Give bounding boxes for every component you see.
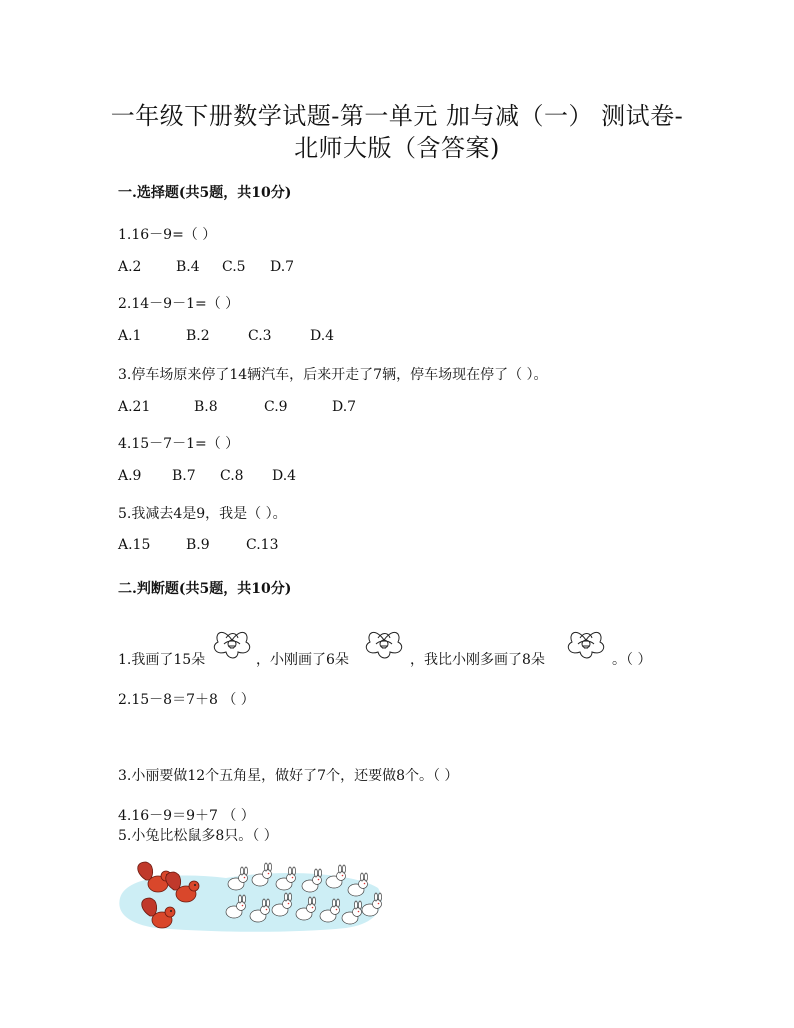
question-1-4: 4.15－7－1=（ ） (118, 436, 240, 452)
option-a[interactable]: A.2 (118, 259, 142, 275)
question-1-4-options (118, 468, 296, 484)
section1-heading: 一.选择题(共5题，共10分) (118, 185, 292, 201)
option-a[interactable]: A.9 (118, 468, 142, 484)
judge-4: 4.16－9＝9＋7 （ ） (118, 808, 255, 824)
flower-icon (360, 620, 408, 664)
judge-1-part4: 。（ ） (612, 652, 652, 668)
judge-1-part3: ，我比小刚多画了8朵 (410, 652, 545, 668)
question-1-5-options (118, 537, 278, 553)
option-d[interactable]: D.7 (332, 399, 357, 415)
option-c[interactable]: C.5 (222, 259, 246, 275)
question-1-1-options (118, 259, 294, 275)
option-a[interactable]: A.21 (118, 399, 151, 415)
page-title-line2: 北师大版（含答案) (294, 134, 500, 162)
squirrels-rabbits-illustration (116, 858, 386, 934)
option-a[interactable]: A.15 (118, 537, 151, 553)
option-b[interactable]: B.9 (186, 537, 210, 553)
flower-icon (208, 620, 256, 664)
option-b[interactable]: B.8 (194, 399, 218, 415)
option-c[interactable]: C.3 (248, 328, 272, 344)
option-c[interactable]: C.8 (220, 468, 244, 484)
question-1-2: 2.14－9－1=（ ） (118, 296, 240, 312)
page-title-line1: 一年级下册数学试题-第一单元 加与减（一） 测试卷- (110, 102, 684, 130)
option-a[interactable]: A.1 (118, 328, 142, 344)
question-1-3: 3.停车场原来停了14辆汽车，后来开走了7辆，停车场现在停了（ ）。 (118, 367, 548, 383)
judge-5: 5.小兔比松鼠多8只。（ ） (118, 828, 278, 844)
judge-2: 2.15－8＝7＋8 （ ） (118, 692, 255, 708)
judge-1-part2: ，小刚画了6朵 (256, 652, 349, 668)
option-c[interactable]: C.9 (264, 399, 288, 415)
option-d[interactable]: D.7 (270, 259, 295, 275)
option-d[interactable]: D.4 (310, 328, 335, 344)
question-1-1: 1.16－9=（ ） (118, 227, 217, 243)
option-b[interactable]: B.7 (172, 468, 196, 484)
section2-heading: 二.判断题(共5题，共10分) (118, 581, 292, 597)
judge-3: 3.小丽要做12个五角星，做好了7个，还要做8个。（ ） (118, 768, 459, 784)
option-c[interactable]: C.13 (246, 537, 279, 553)
flower-icon (562, 620, 610, 664)
question-1-5: 5.我减去4是9，我是（ ）。 (118, 506, 287, 522)
option-d[interactable]: D.4 (272, 468, 297, 484)
option-b[interactable]: B.4 (176, 259, 200, 275)
judge-1-part1: 1.我画了15朵 (118, 652, 206, 668)
question-1-2-options (118, 328, 334, 344)
question-1-3-options (118, 399, 356, 415)
option-b[interactable]: B.2 (186, 328, 210, 344)
